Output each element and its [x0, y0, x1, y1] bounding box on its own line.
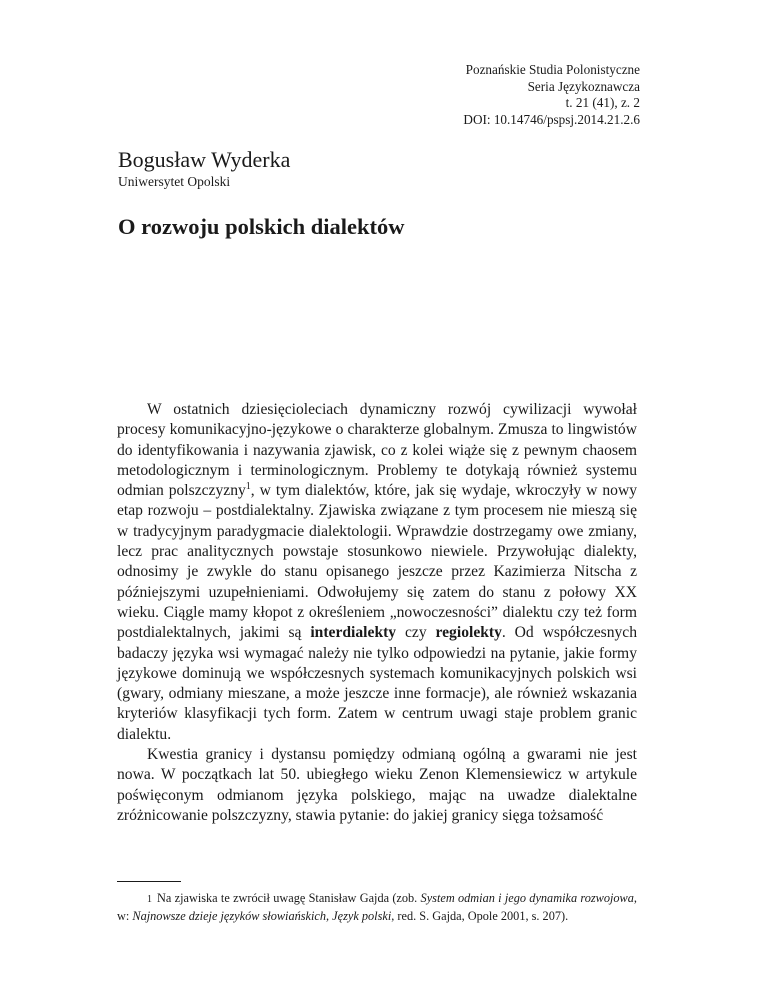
footnote-number: 1 [147, 894, 152, 905]
article-title: O rozwoju polskich dialektów [118, 214, 405, 239]
author-affiliation: Uniwersytet Opolski [118, 174, 231, 189]
footnote: 1 Na zjawiska te zwrócił uwagę Stanisław Gajda (zob. System odmian i jego dynamika rozwojowa, w: Najnowsze dzieje języków słowiańskich, Język polski, red. S. Gajda, Opole 2001, s. 207). [117, 891, 637, 923]
term-interdialekty: interdialekty [310, 624, 397, 642]
article-body [117, 400, 637, 826]
footnote-divider [117, 881, 181, 882]
author-name: Bogusław Wyderka [118, 147, 291, 172]
paragraph-2: Kwestia granicy i dystansu pomiędzy odmianą ogólną a gwarami nie jest nowa. W początkach lat 50. ubiegłego wieku Zenon Klemensiewicz w artykule poświęconym odmianom języka polskiego, mając na uwadze dialektalne zróżnicowanie polszczyzny, stawia pytanie: do jakiej granicy sięga tożsamość [117, 746, 637, 824]
term-regiolekty: regiolekty [435, 624, 502, 642]
journal-info [463, 62, 640, 128]
journal-name: Poznańskie Studia Polonistyczne [465, 62, 640, 77]
journal-series: Seria Językoznawcza [527, 78, 640, 94]
journal-doi: DOI: 10.14746/pspsj.2014.21.2.6 [463, 111, 640, 127]
paragraph-1: W ostatnich dziesięcioleciach dynamiczny rozwój cywilizacji wywołał procesy komunikacyjno-językowe o charakterze globalnym. Zmusza to lingwistów do identyfikowania i nazywania zjawisk, co z kolei wiąże się z pewnym chaosem metodologicznym i terminologicznym. Problemy te dotykają również systemu odmian polszczyzny$^1$, w tym dialektów, które, jak się wydaje, wkroczyły w nowy etap rozwoju – postdialektalny. Zjawiska związane z tym procesem nie mieszą się w tradycyjnym paradygmacie dialektologii. Wprawdzie dostrzegamy owe zmiany, lecz prac analitycznych powstaje stosunkowo niewiele. Przywołując dialekty, odnosimy je zwykle do stanu opisanego jeszcze przez Kazimierza Nitscha z późniejszymi uzupełnieniami. Odwołujemy się zatem do stanu z połowy XX wieku. Ciągle mamy kłopot z określeniem „nowoczesności” dialektu czy też form postdialektalnych, jakimi są interdialekty czy regiolekty. Od współczesnych badaczy języka wsi wymagać należy nie tylko odpowiedzi na pytanie, jakie formy językowe dominują we współczesnych systemach komunikacyjnych polskich wsi (gwary, odmiany mieszane, a może jeszcze inne formacje), ale również wskazania kryteriów klasyfikacji tych form. Zatem w centrum uwagi staje problem granic dialektu. [117, 401, 638, 743]
journal-volume: t. 21 (41), z. 2 [565, 95, 640, 111]
footnote-reference: 1 [245, 481, 251, 492]
